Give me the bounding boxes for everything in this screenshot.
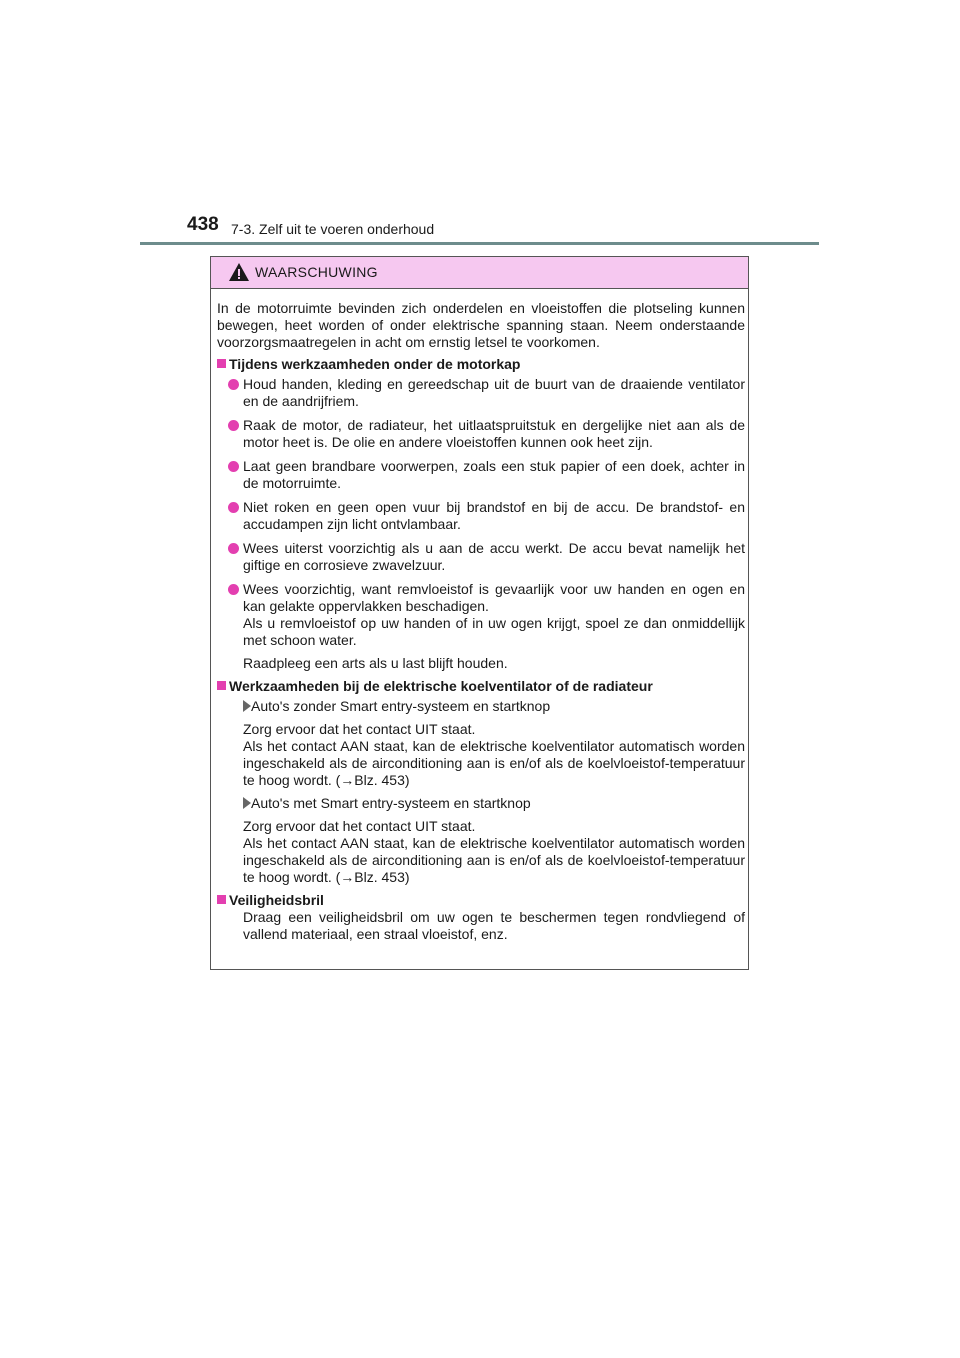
paragraph-line: Als het contact AAN staat, kan de elektrische koelventilator automatisch worden ingeschakeld als de airconditioning aan is en/of als de koelvloeistof-temperatuur te hoog wordt. (→Blz. 453) — [243, 835, 745, 885]
round-bullet-icon — [228, 461, 239, 472]
list-item-text: Wees voorzichtig, want remvloeistof is gevaarlijk voor uw handen en ogen en kan gelakte oppervlakken beschadigen. — [243, 581, 745, 614]
list-item-text: Houd handen, kleding en gereedschap uit de buurt van de draaiende ventilator en de aandrijfriem. — [243, 376, 745, 409]
paragraph: Draag een veiligheidsbril om uw ogen te beschermen tegen rondvliegend of vallend materiaal, een straal vloeistof, enz. — [243, 909, 745, 942]
paragraph-line: Zorg ervoor dat het contact UIT staat. — [243, 818, 476, 834]
list-item-text: Niet roken en geen open vuur bij brandstof en bij de accu. De brandstof- en accudampen zijn licht ontvlambaar. — [243, 499, 745, 532]
section-heading-text: Tijdens werkzaamheden onder de motorkap — [229, 356, 521, 372]
round-bullet-icon — [228, 543, 239, 554]
triangle-bullet-icon — [243, 797, 251, 809]
page-number: 438 — [187, 214, 219, 235]
paragraph-line: Zorg ervoor dat het contact UIT staat. — [243, 721, 476, 737]
list-item-text: Raak de motor, de radiateur, het uitlaatspruitstuk en dergelijke niet aan als de motor heet is. De olie en andere vloeistoffen kunnen ook heet zijn. — [243, 417, 745, 450]
paragraph — [217, 721, 745, 789]
warning-box — [210, 256, 749, 970]
list-item — [217, 540, 745, 574]
warning-header — [211, 257, 748, 289]
sub-heading — [217, 698, 745, 715]
round-bullet-icon — [228, 502, 239, 513]
square-bullet-icon — [217, 895, 226, 904]
section-heading-text: Veiligheidsbril — [229, 892, 324, 908]
paragraph — [217, 818, 745, 886]
list-item-text: Als u remvloeistof op uw handen of in uw ogen krijgt, spoel ze dan onmiddellijk met schoon water. — [243, 615, 745, 648]
list-item-text: Laat geen brandbare voorwerpen, zoals een stuk papier of een doek, achter in de motorruimte. — [243, 458, 745, 491]
sub-heading-text: Auto's met Smart entry-systeem en startknop — [251, 795, 531, 811]
section-heading — [217, 892, 745, 909]
section-heading — [217, 356, 745, 373]
round-bullet-icon — [228, 420, 239, 431]
list-item — [217, 458, 745, 492]
list-item — [217, 499, 745, 533]
list-item — [217, 417, 745, 451]
round-bullet-icon — [228, 584, 239, 595]
section-heading — [217, 678, 745, 695]
warning-intro: In de motorruimte bevinden zich onderdelen en vloeistoffen die plotseling kunnen bewegen, heet worden of onder elektrische spanning staan. Neem onderstaande voorzorgsmaatregelen in acht om ernstig letsel te voorkomen. — [217, 300, 745, 350]
sub-heading — [217, 795, 745, 812]
square-bullet-icon — [217, 681, 226, 690]
square-bullet-icon — [217, 359, 226, 368]
header-divider — [140, 242, 819, 245]
sub-heading-text: Auto's zonder Smart entry-systeem en startknop — [251, 698, 551, 714]
paragraph-line: Als het contact AAN staat, kan de elektrische koelventilator automatisch worden ingeschakeld als de airconditioning aan is en/of als de koelvloeistof-temperatuur te hoog wordt. (→Blz. 453) — [243, 738, 745, 788]
list-item — [217, 581, 745, 649]
triangle-bullet-icon — [243, 700, 251, 712]
list-item-text: Wees uiterst voorzichtig als u aan de accu werkt. De accu bevat namelijk het giftige en corrosieve zwavelzuur. — [243, 540, 745, 573]
round-bullet-icon — [228, 379, 239, 390]
warning-body — [217, 300, 745, 949]
note-text: Raadpleeg een arts als u last blijft houden. — [243, 655, 508, 671]
warning-triangle-icon — [228, 262, 250, 282]
section-heading-text: Werkzaamheden bij de elektrische koelventilator of de radiateur — [229, 678, 653, 694]
warning-title: WAARSCHUWING — [255, 264, 378, 280]
list-item — [217, 376, 745, 410]
section-title: 7-3. Zelf uit te voeren onderhoud — [231, 221, 435, 237]
